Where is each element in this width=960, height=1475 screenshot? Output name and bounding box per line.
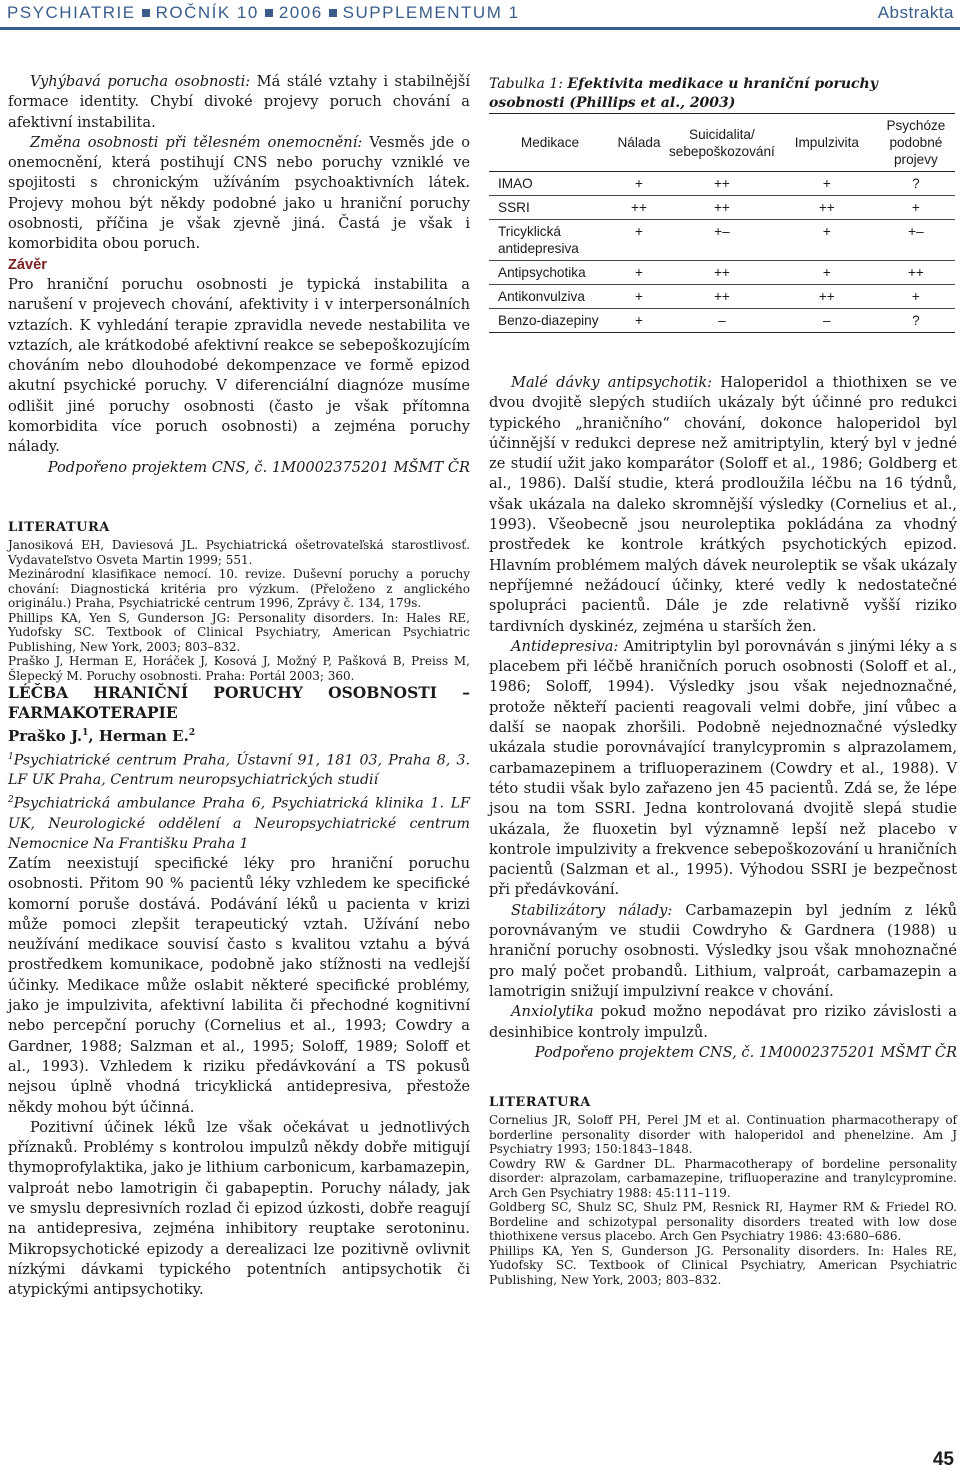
reference-item: Phillips KA, Yen S, Gunderson JG. Personality disorders. In: Hales RE, Yudofsky SC. Textbook of Clinical Psychiatry, American Psychiatric Publishing, New York, 2003; 803–832. — [489, 1243, 957, 1287]
journal-line — [7, 3, 520, 23]
term-label: Vyhýbavá porucha osobnosti: — [30, 73, 251, 90]
page-number: 45 — [932, 1449, 954, 1470]
support-note: Podpořeno projektem CNS, č. 1M0002375201 MŠMT ČR — [534, 1043, 957, 1061]
section-name: Abstrakta — [877, 3, 954, 22]
table-cell: ? — [877, 309, 955, 333]
paragraph-avoidant — [8, 72, 470, 133]
paragraph-text: Haloperidol a thiothixen se ve dvou dvojitě slepých studiích ukázaly být účinné pro redukci typického „hraničního“ chování, dokonce haloperidol byl účinnější v redukci deprese než amitriptylin, který byl v jedné ze studií užit jako komparátor (Soloff et al., 1986; Goldberg et al., 1986). Další studie, která prodloužila léčbu na 16 týdnů, však ukázala na daleko skromnější výsledky (Cornelius et al., 1993). Všeobecně jsou neuroleptika pokládána za vhodný prostředek ke kontrole krátkých psychotických epizod. Hlavním problémem malých dávek neuroleptik se však ukázaly nepříjemné nežádoucí účinky, které vedly k nedostatečné spolupráci pacientů. Dále je zde relativně vyšší riziko tardivních dyskinéz, zejména u starších žen. — [489, 374, 957, 635]
table-cell: ++ — [777, 285, 877, 309]
term-label: Stabilizátory nálady: — [511, 901, 673, 919]
table-cell: – — [777, 309, 877, 333]
table-cell: + — [611, 261, 667, 285]
table-cell: Antipsychotika — [489, 261, 611, 285]
table-cell: SSRI — [489, 196, 611, 220]
table-caption — [489, 75, 957, 113]
reference-item: Mezinárodní klasifikace nemocí. 10. revize. Duševní poruchy a poruchy chování: Diagnostická kritéria pro výzkum. (Přeloženo z anglického originálu.) Praha, Psychiatrické centrum 1996, Zprávy č. 134, 179s. — [8, 567, 470, 611]
table-row — [489, 196, 955, 220]
table-cell: ++ — [611, 196, 667, 220]
paragraph-somatic — [8, 133, 470, 255]
author-sup: 1 — [82, 728, 89, 739]
column-header: Suicidalita/ sebepoškozování — [667, 114, 777, 172]
left-column — [8, 72, 470, 1301]
body-paragraph: Pozitivní účinek léků lze však očekávat u jednotlivých příznaků. Problémy s kontrolou impulzů někdy dobře mitigují thymoprofylaktika, jako je lithium carbonicum, karbamazepin, valproát nebo lamotrigin či gabapeptin. Poruchy nálady, jak ve smyslu depresivních rozlad či epizod úzkosti, dobře reagují na antidepresiva, zejména inhibitory reuptake serotoninu. Mikropsychotické epizody a derealizaci lze pozitivně ovlivnit nízkými dávkami typického potentních antipsychotik či atypickými antipsychotiky. — [8, 1118, 470, 1299]
support-note: Podpořeno projektem CNS, č. 1M0002375201 MŠMT ČR — [47, 458, 470, 476]
column-header: Nálada — [611, 114, 667, 172]
table-cell: ? — [877, 172, 955, 196]
table-cell: Antikonvulziva — [489, 285, 611, 309]
table-header-row — [489, 114, 955, 172]
table-cell: ++ — [777, 196, 877, 220]
running-header — [0, 0, 960, 26]
paragraph-text: Amitriptylin byl porovnáván s jinými léky a s placebem při léčbě hraničních poruch osobnosti (Soloff et al., 1986; Soloff, 1994). Výsledky jsou však nejednoznačné, protože někteří pacienti reagovali velmi dobře, jiní vůbec a další se naopak zhoršili. Podobně nejednoznačné výsledky ukázala studie porovnávající tranylcypromin s alprazolamem, carbamazepinem a trifluoperazinem (Cowdry et al., 1988). V této studii však bylo zařazeno jen 45 pacientů. Zdá se, že lépe jsou na tom SSRI. Jedna kontrolovaná dvojitě slepá studie ukázala, že fluoxetin byl významně lepší než placebo v kontrole impulzivity a frekvence sebepoškozování u hraničních pacientů (Salzman et al., 1995). Výhodou SSRI je bezpečnost při předávkování. — [489, 637, 957, 899]
table-cell: ++ — [667, 172, 777, 196]
table-row — [489, 220, 955, 261]
caption-title: Efektivita medikace u hraniční poruchy osobnosti (Phillips et al., 2003) — [489, 76, 878, 111]
affil-sup: 1 — [8, 751, 14, 762]
table-cell: ++ — [667, 285, 777, 309]
table-cell: ++ — [667, 261, 777, 285]
term-label: Změna osobnosti při tělesném onemocnění: — [30, 133, 363, 151]
column-header: Psychóze podobné projevy — [877, 114, 955, 172]
table-cell: + — [611, 285, 667, 309]
table-row — [489, 172, 955, 196]
affiliations — [8, 747, 470, 854]
affil-sup: 2 — [8, 795, 14, 806]
paragraph-antipsychotics — [489, 373, 957, 637]
reference-item: Praško J, Herman E, Horáček J, Kosová J, Možný P, Pašková B, Preiss M, Šlepecký M. Poruchy osobnosti. Praha: Portál 2003; 360. — [8, 654, 470, 683]
author-separator: , — [88, 727, 99, 746]
column-header: Impulzivita — [777, 114, 877, 172]
article-title: LÉČBA HRANIČNÍ PORUCHY OSOBNOSTI – FARMAKOTERAPIE — [8, 683, 470, 723]
reference-item: Cornelius JR, Soloff PH, Perel JM et al. Continuation pharmacotherapy of borderline personality disorder with haloperidol and phenelzine. Am J Psychiatry 1993; 150:1843–1848. — [489, 1113, 957, 1157]
table-cell: + — [611, 220, 667, 261]
table-cell: +– — [667, 220, 777, 261]
table-cell: + — [877, 196, 955, 220]
affiliation: Psychiatrické centrum Praha, Ústavní 91, 181 03, Praha 8, 3. LF UK Praha, Centrum neuropsychiatrických studií — [8, 752, 470, 789]
table-row — [489, 285, 955, 309]
reference-item: Phillips KA, Yen S, Gunderson JG: Personality disorders. In: Hales RE, Yudofsky SC. Textbook of Clinical Psychiatry, American Psychiatric Publishing, New York, 2003; 803–832. — [8, 610, 470, 654]
paragraph-anxiolytics — [489, 1002, 957, 1043]
literature-heading: LITERATURA — [489, 1095, 591, 1111]
medication-table — [489, 113, 955, 333]
table-cell: ++ — [667, 196, 777, 220]
term-label: Antidepresiva: — [511, 637, 619, 655]
table-cell: + — [611, 172, 667, 196]
caption-prefix: Tabulka 1: — [489, 76, 568, 92]
table-cell: + — [777, 172, 877, 196]
supplement: SUPPLEMENTUM 1 — [342, 3, 520, 22]
table-cell: IMAO — [489, 172, 611, 196]
table-cell: ++ — [877, 261, 955, 285]
table-cell: + — [611, 309, 667, 333]
affiliation: Psychiatrická ambulance Praha 6, Psychiatrická klinika 1. LF UK, Neurologické oddělení a Neuropsychiatrické centrum Nemocnice Na Františku Praha 1 — [8, 796, 470, 852]
literature-heading: LITERATURA — [8, 519, 110, 535]
table-cell: – — [667, 309, 777, 333]
table-cell: Benzo-diazepiny — [489, 309, 611, 333]
paragraph-mood-stabilizers — [489, 901, 957, 1002]
author-name: Praško J. — [8, 727, 83, 746]
reference-item: Janosiková EH, Daviesová JL. Psychiatrická ošetrovateľská starostlivosť. Vydavateľstvo Osveta Martin 1999; 551. — [8, 538, 470, 567]
reference-item: Cowdry RW & Gardner DL. Pharmacotherapy of bordeline personality disorder: alprazolam, carbamazepine, trifluoperazine and tranylcypromine. Arch Gen Psychiatry 1988: 45:111–119. — [489, 1156, 957, 1200]
square-bullet-icon — [329, 9, 337, 17]
square-bullet-icon — [265, 9, 273, 17]
header-rule — [0, 27, 960, 30]
paragraph-text: Carbamazepin byl jedním z léků porovnávaným ve studii Cowdryho & Gardnera (1988) u hraniční poruchy osobnosti. Výsledky jsou však mnohoznačné pro malý počet probandů. Lithium, valproát, carbamazepin a lamotrigin snižují impulzivní reakce v chování. — [489, 901, 957, 1000]
reference-item: Goldberg SC, Shulz SC, Shulz PM, Resnick RI, Haymer RM & Friedel RO. Bordeline and schizotypal personality disorders treated with low dose thiothixene versus placebo. Arch Gen Psychiatry 1986: 43:680–686. — [489, 1200, 957, 1244]
table-cell: + — [777, 220, 877, 261]
table-cell: Tricyklická antidepresiva — [489, 220, 611, 261]
table-cell: +– — [877, 220, 955, 261]
square-bullet-icon — [142, 9, 150, 17]
column-header: Medikace — [489, 114, 611, 172]
table-row — [489, 261, 955, 285]
author-sup: 2 — [188, 728, 196, 739]
paragraph-antidepressants — [489, 637, 957, 901]
right-body — [489, 373, 957, 1287]
author-name: Herman E. — [98, 727, 189, 746]
table-row — [489, 309, 955, 333]
term-label: Malé dávky antipsychotik: — [511, 374, 713, 391]
right-column — [489, 75, 957, 1287]
body-paragraph: Zatím neexistují specifické léky pro hraniční poruchu osobnosti. Přitom 90 % pacientů léky vzhledem ke specifické komorní poruše dostává. Podávání léků u pacienta v krizi může pomoci zlepšit terapeutický vztah. Užívání nebo neužívání medikace souvisí často s kvalitou vztahu a bývá prostředkem komunikace, podobně jako stížnosti na vedlejší účinky. Medikace může oslabit některé specifické problémy, jako je impulzivita, afektivní labilita či přechodné kognitivní nebo percepční poruchy (Cornelius et al., 1993; Cowdry a Gardner, 1988; Salzman et al., 1995; Soloff, 1989; Soloff et al., 1993). Vzhledem k riziku předávkování a TS pokusů nejsou úplně vhodná tricyklická antidepresiva, přestože někdy mohou být účinná. — [8, 855, 470, 1116]
year: 2006 — [278, 3, 323, 22]
conclusion-text: Pro hraniční poruchu osobnosti je typická instabilita a narušení v projevech chování, afektivity i v interpersonálních vztazích. K vyhledání terapie zpravidla nevede nestabilita ve vztazích, ale krátkodobé afektivní reakce se sebepoškozujícím chováním nebo dlouhodobé dekompenzace ve formě epizod akutní psychické poruchy. V diferenciální diagnóze musíme odlišit jiné poruchy osobnosti (často je však přítomna komorbidita více poruch osobnosti) a zejména poruchy nálady. — [8, 275, 470, 456]
table-cell: + — [777, 261, 877, 285]
authors — [8, 723, 470, 746]
term-label: Anxiolytika — [511, 1003, 594, 1021]
journal-name: PSYCHIATRIE — [7, 3, 136, 22]
paragraph-text: pokud možno nepodávat pro riziko závislosti a desinhibice kontroly impulzů. — [489, 1003, 957, 1041]
table-cell: + — [877, 285, 955, 309]
conclusion-heading: Závěr — [8, 256, 47, 273]
paragraph-text: Má stálé vztahy i stabilnější formace identity. Chybí divoké projevy poruch chování a afektivní instabilita. — [8, 73, 470, 131]
paragraph-text: Vesměs jde o onemocnění, která postihují CNS nebo poruchy vzniklé ve spojitosti s chronickým užíváním psychoaktivních látek. Projevy mohou být někdy podobné jako u hraniční poruchy osobnosti, příčina je však zjevně jiná. Častá je však i komorbidita obou poruch. — [8, 133, 470, 253]
volume: ROČNÍK 10 — [155, 3, 259, 22]
